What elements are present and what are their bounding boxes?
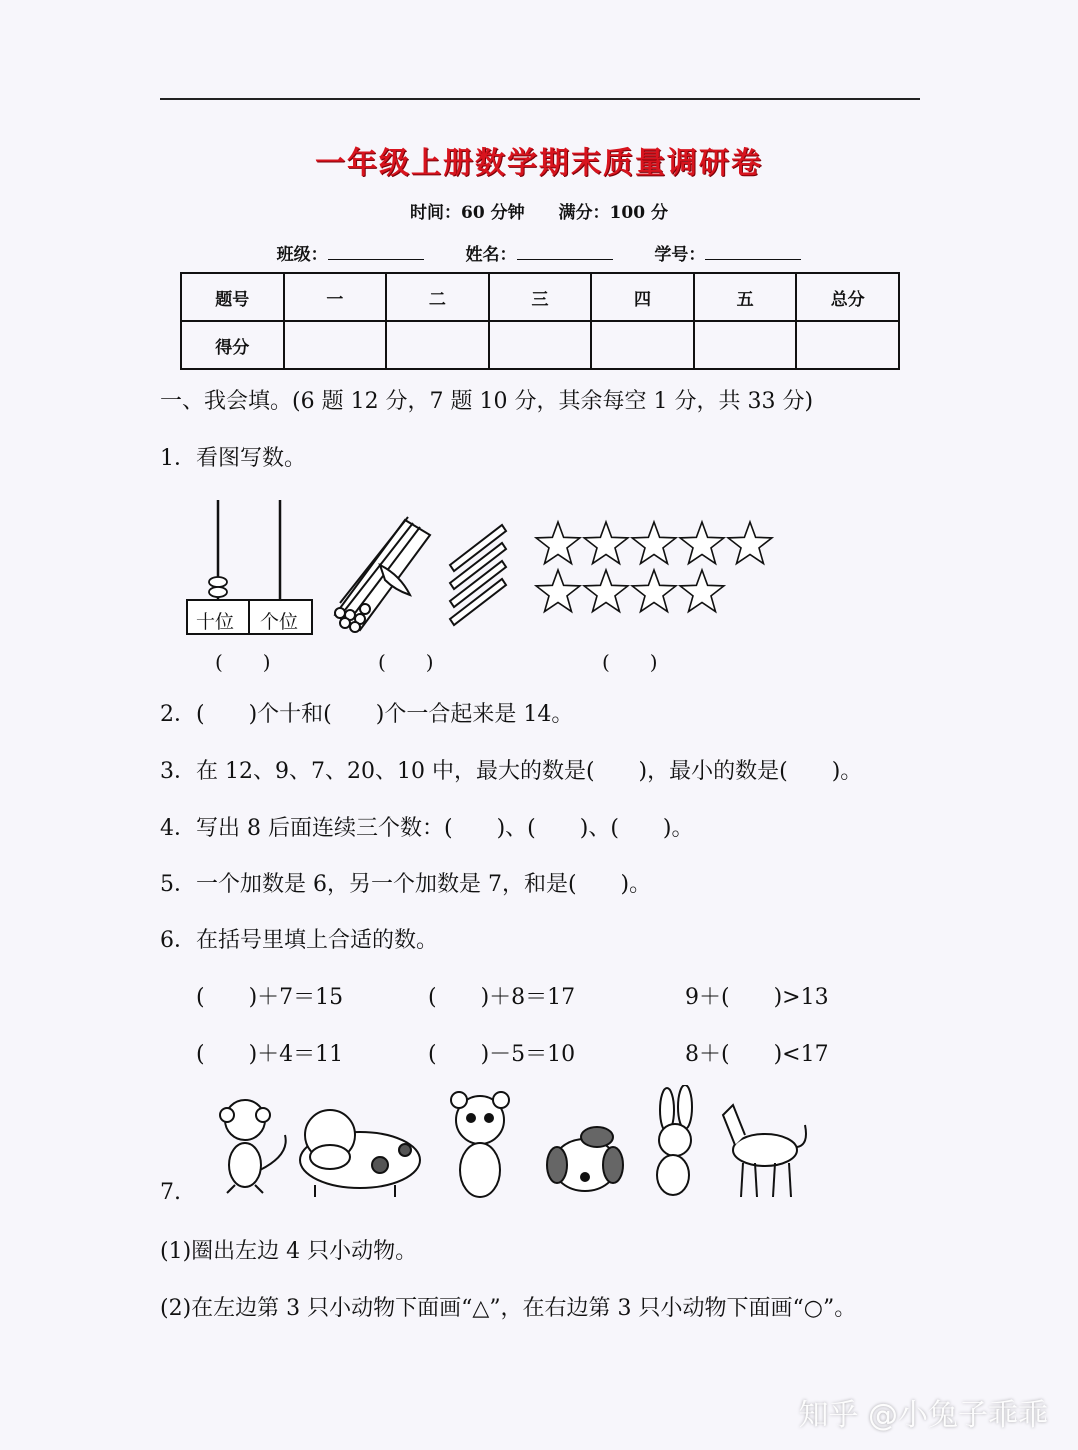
equation: ( )＋7＝15 xyxy=(196,985,344,1010)
header-cell: 二 xyxy=(386,273,489,321)
stars-icon xyxy=(536,522,772,612)
score-row xyxy=(181,321,899,369)
answer-paren[interactable]: ( ) xyxy=(378,650,434,674)
header-cell: 三 xyxy=(489,273,592,321)
student-fields xyxy=(0,240,1078,265)
score-cell[interactable] xyxy=(694,321,797,369)
star-icon xyxy=(680,570,724,612)
header-cell: 四 xyxy=(591,273,694,321)
question-6: 6．在括号里填上合适的数。 xyxy=(160,928,438,953)
equation: 8＋( )<17 xyxy=(685,1042,829,1067)
rabbit-icon xyxy=(657,1085,692,1195)
star-icon xyxy=(632,570,676,612)
score-cell[interactable] xyxy=(796,321,899,369)
star-icon xyxy=(728,522,772,564)
star-icon xyxy=(584,570,628,612)
equation: ( )＋8＝17 xyxy=(428,985,576,1010)
page-title: 一年级上册数学期末质量调研卷 xyxy=(315,146,763,181)
star-icon xyxy=(632,522,676,564)
monkey-icon xyxy=(220,1100,286,1193)
equation: ( )＋4＝11 xyxy=(196,1042,344,1067)
time-limit: 时间：60 分钟 xyxy=(410,203,525,223)
star-icon xyxy=(536,522,580,564)
dog-icon xyxy=(547,1127,623,1191)
score-header-row xyxy=(181,273,899,321)
single-sticks-icon xyxy=(450,525,506,625)
score-cell[interactable] xyxy=(284,321,387,369)
ones-label: 个位 xyxy=(260,611,299,633)
score-cell[interactable] xyxy=(489,321,592,369)
equation: ( )－5＝10 xyxy=(428,1042,576,1067)
top-rule xyxy=(160,98,920,100)
id-field[interactable]: 学号： xyxy=(654,240,801,265)
question-2: 2．( )个十和( )个一合起来是 14。 xyxy=(160,702,574,727)
question-5: 5．一个加数是 6，另一个加数是 7，和是( )。 xyxy=(160,872,652,897)
question-3: 3．在 12、9、7、20、10 中，最大的数是( )，最小的数是( )。 xyxy=(160,759,863,784)
star-icon xyxy=(680,522,724,564)
score-cell[interactable] xyxy=(591,321,694,369)
header-cell: 总分 xyxy=(796,273,899,321)
header-cell: 题号 xyxy=(181,273,284,321)
bear-icon xyxy=(451,1092,509,1197)
section-1-heading: 一、我会填。(6 题 12 分，7 题 10 分，其余每空 1 分，共 33 分) xyxy=(160,389,814,414)
stick-bundle-icon xyxy=(335,517,430,632)
question-7-1: (1)圈出左边 4 只小动物。 xyxy=(160,1239,418,1264)
question-1: 1．看图写数。 xyxy=(160,446,306,471)
question-7: 7. xyxy=(160,1180,181,1205)
answer-paren[interactable]: ( ) xyxy=(602,650,658,674)
animal-row xyxy=(205,1085,825,1205)
score-table xyxy=(180,272,900,370)
exam-meta xyxy=(0,198,1078,223)
donkey-icon xyxy=(723,1105,806,1197)
score-cell[interactable] xyxy=(386,321,489,369)
class-field[interactable]: 班级： xyxy=(277,240,424,265)
equation: 9＋( )>13 xyxy=(685,985,829,1010)
star-icon xyxy=(536,570,580,612)
full-score: 满分：100 分 xyxy=(558,203,668,223)
question-4: 4．写出 8 后面连续三个数：( )、( )、( )。 xyxy=(160,816,694,841)
star-icon xyxy=(584,522,628,564)
watermark: 知乎 @小兔子乖乖 xyxy=(798,1398,1048,1433)
tens-label: 十位 xyxy=(196,611,235,633)
row-label: 得分 xyxy=(181,321,284,369)
header-cell: 五 xyxy=(694,273,797,321)
answer-paren[interactable]: ( ) xyxy=(215,650,271,674)
name-field[interactable]: 姓名： xyxy=(466,240,613,265)
header-cell: 一 xyxy=(284,273,387,321)
cow-icon xyxy=(300,1110,420,1197)
question-7-2: (2)在左边第 3 只小动物下面画“△”，在右边第 3 只小动物下面画“○”。 xyxy=(160,1296,857,1321)
